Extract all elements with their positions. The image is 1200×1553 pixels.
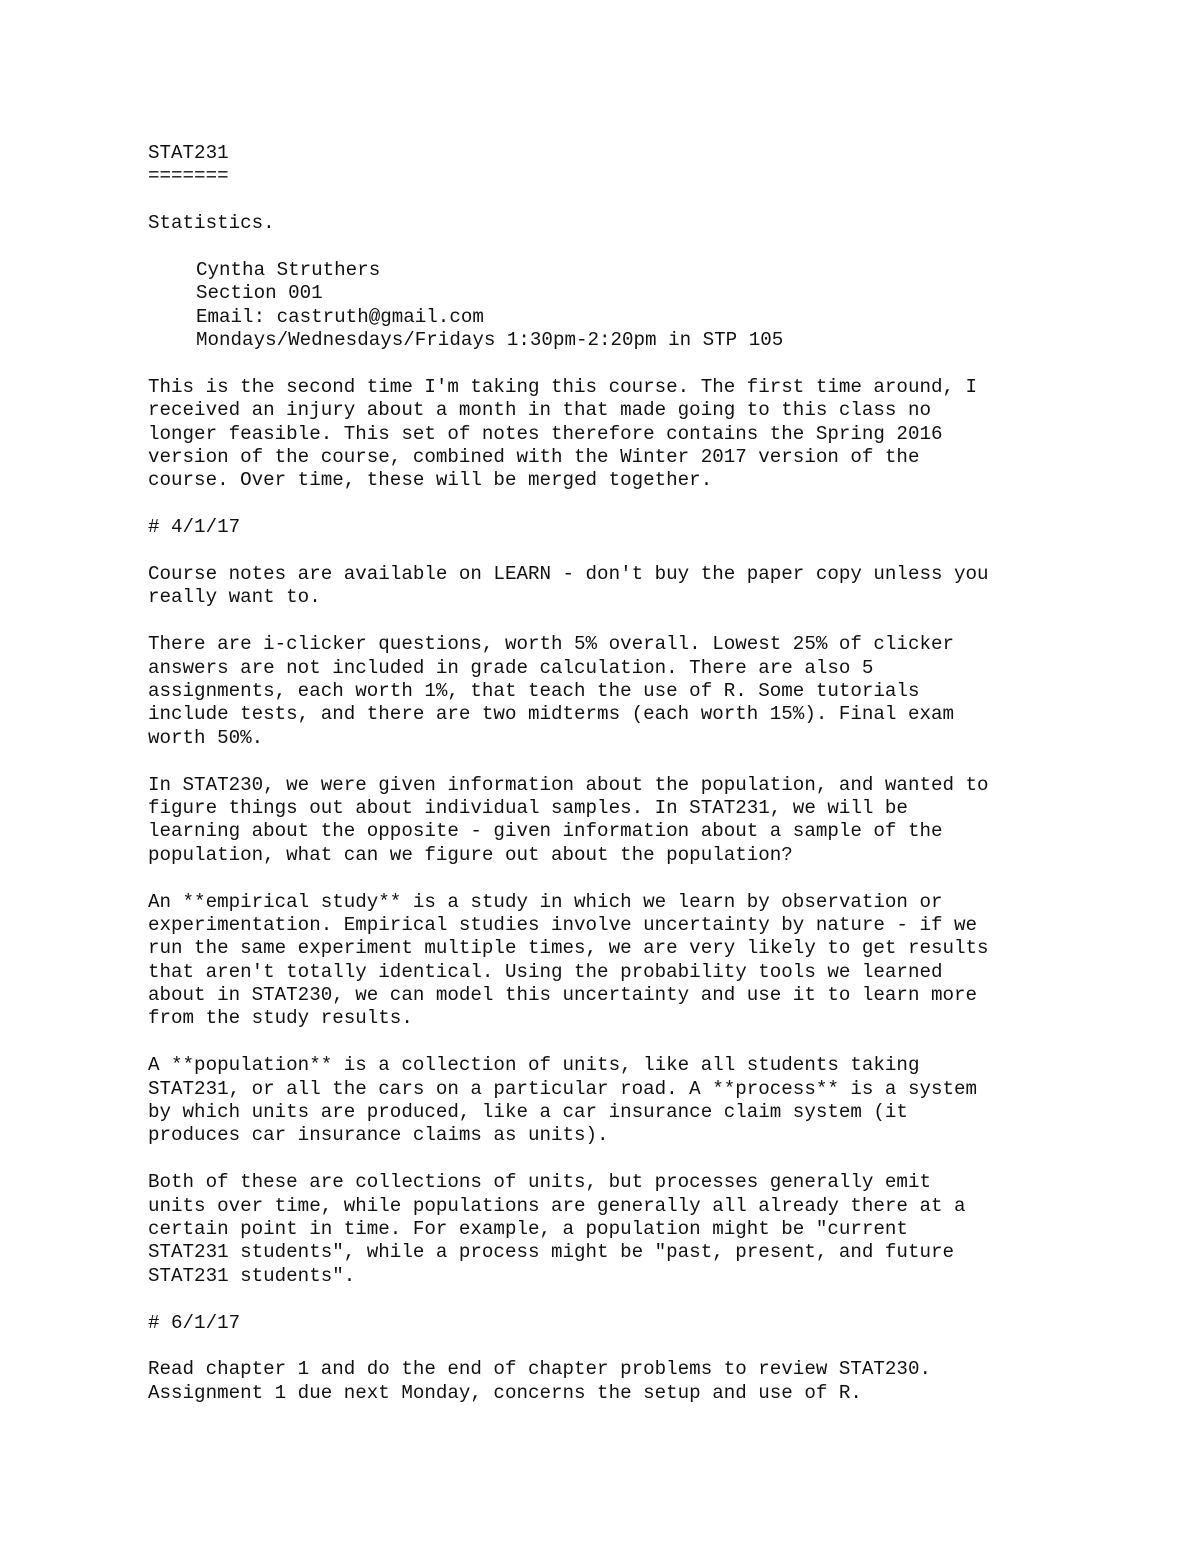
stat230-comparison-paragraph [148,774,1148,868]
paragraph-line: include tests, and there are two midterms (each worth 15%). Final exam [148,703,955,726]
paragraph-line: This is the second time I'm taking this course. The first time around, I [148,375,978,398]
intro-paragraph [148,376,1148,493]
spacer [148,1288,1148,1311]
document-page [148,142,1148,1405]
paragraph-line: units over time, while populations are generally all already there at a [148,1194,966,1217]
spacer [148,610,1148,633]
paragraph-line: certain point in time. For example, a population might be "current [148,1217,908,1240]
paragraph-line: figure things out about individual samples. In STAT231, we will be [148,796,908,819]
paragraph-line: learning about the opposite - given information about a sample of the [148,820,943,843]
schedule-line: Mondays/Wednesdays/Fridays 1:30pm-2:20pm in STP 105 [196,329,784,352]
paragraph-line: Course notes are available on LEARN - don't buy the paper copy unless you [148,563,989,586]
instructor-name: Cyntha Struthers [196,258,381,281]
paragraph-line: worth 50%. [148,726,264,749]
paragraph-line: version of the course, combined with the Winter 2017 version of the [148,446,920,469]
paragraph-line: In STAT230, we were given information about the population, and wanted to [148,773,989,796]
paragraph-line: Assignment 1 due next Monday, concerns the setup and use of R. [148,1381,862,1404]
paragraph-line: produces car insurance claims as units). [148,1124,609,1147]
paragraph-line: STAT231 students", while a process might be "past, present, and future [148,1241,955,1264]
course-notes-paragraph [148,563,1148,610]
paragraph-line: STAT231, or all the cars on a particular road. A **process** is a system [148,1077,978,1100]
spacer [148,867,1148,890]
document-title: STAT231 [148,142,229,164]
spacer [148,236,1148,259]
title-underline: ======= [148,165,229,188]
date-heading-2: # 6/1/17 [148,1311,241,1334]
date-heading-1: # 4/1/17 [148,516,241,539]
spacer [148,540,1148,563]
email-line: Email: castruth@gmail.com [196,305,484,328]
paragraph-line: Both of these are collections of units, but processes generally emit [148,1171,931,1194]
spacer [148,189,1148,212]
population-paragraph [148,1054,1148,1148]
paragraph-line: about in STAT230, we can model this uncertainty and use it to learn more [148,984,978,1007]
paragraph-line: population, what can we figure out about the population? [148,843,793,866]
spacer [148,1031,1148,1054]
spacer [148,1335,1148,1358]
spacer [148,750,1148,773]
paragraph-line: An **empirical study** is a study in which we learn by observation or [148,890,943,913]
empirical-study-paragraph [148,891,1148,1031]
paragraph-line: answers are not included in grade calculation. There are also 5 [148,656,874,679]
units-paragraph [148,1171,1148,1288]
spacer [148,493,1148,516]
spacer [148,1148,1148,1171]
paragraph-line: STAT231 students". [148,1264,356,1287]
document-subtitle: Statistics. [148,212,275,235]
paragraph-line: by which units are produced, like a car insurance claim system (it [148,1101,908,1124]
paragraph-line: A **population** is a collection of units, like all students taking [148,1054,920,1077]
paragraph-line: longer feasible. This set of notes therefore contains the Spring 2016 [148,422,943,445]
paragraph-line: received an injury about a month in that made going to this class no [148,399,931,422]
paragraph-line: There are i-clicker questions, worth 5% overall. Lowest 25% of clicker [148,633,955,656]
paragraph-line: from the study results. [148,1007,413,1030]
paragraph-line: course. Over time, these will be merged together. [148,469,713,492]
paragraph-line: run the same experiment multiple times, we are very likely to get results [148,937,989,960]
assignment-paragraph [148,1358,1148,1405]
paragraph-line: Read chapter 1 and do the end of chapter problems to review STAT230. [148,1358,931,1381]
paragraph-line: experimentation. Empirical studies involve uncertainty by nature - if we [148,913,978,936]
section-number: Section 001 [196,282,323,305]
paragraph-line: really want to. [148,586,321,609]
grading-paragraph [148,633,1148,750]
paragraph-line: assignments, each worth 1%, that teach the use of R. Some tutorials [148,679,920,702]
spacer [148,353,1148,376]
paragraph-line: that aren't totally identical. Using the probability tools we learned [148,960,943,983]
